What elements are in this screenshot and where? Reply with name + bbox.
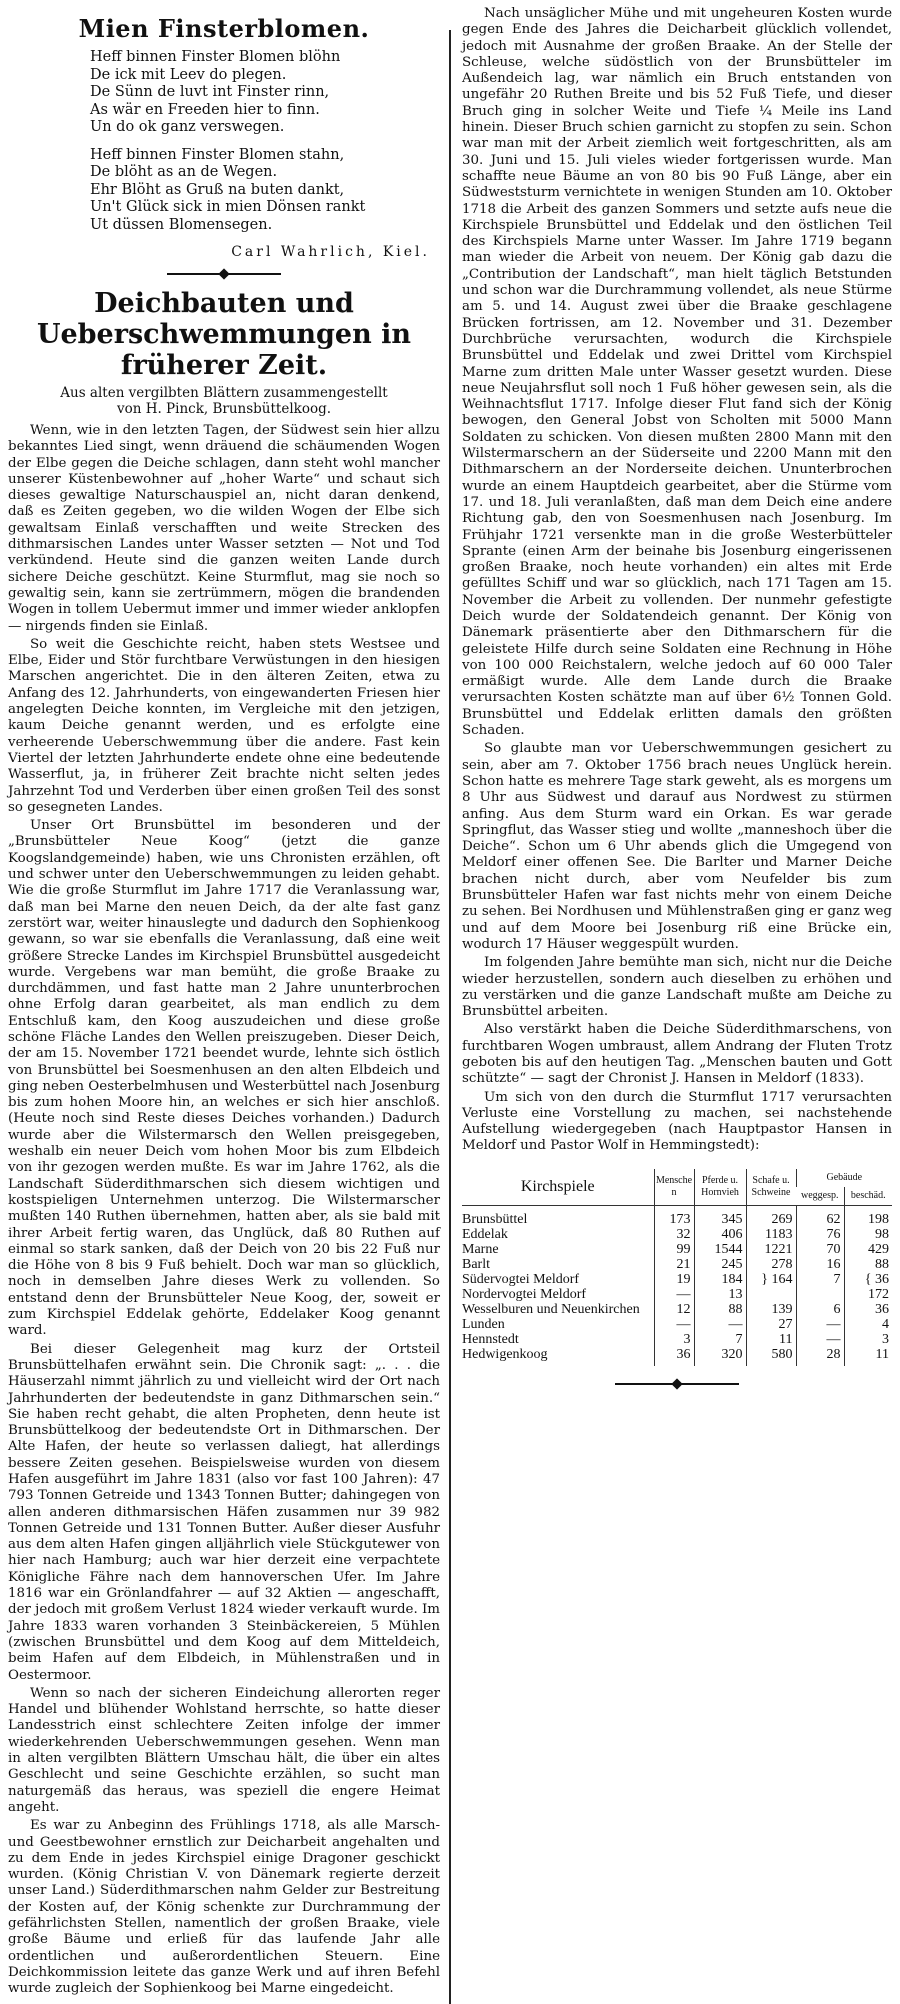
poem-stanza-2 <box>90 147 440 235</box>
header-pferde: Pferde u. Hornvieh <box>694 1169 746 1206</box>
poem-line: Un do ok ganz verswegen. <box>90 119 285 135</box>
losses-table <box>462 1169 892 1366</box>
cell-beschaed: 429 <box>844 1242 892 1257</box>
header-beschaed: beschäd. <box>844 1187 892 1206</box>
table-row <box>462 1272 892 1287</box>
cell-menschen: 21 <box>654 1257 694 1272</box>
paragraph: Bei dieser Gelegenheit mag kurz der Ortsteil Brunsbüttelhafen erwähnt sein. Die Chronik sagt: „. . . die Häuserzahl nimmt jährlich zu und vielleicht wird der Ort nach Jahrhunderten der bedeutendste in ganz Dithmarschen sein.“ Sie haben recht gehabt, die alten Propheten, denn heute ist Brunsbüttelkoog der bedeutendste Ort in Dithmarschen. Der Alte Hafen, der heute so verlassen daliegt, hat allerdings bessere Zeiten gesehen. Beispielsweise wurden von diesem Hafen ausgeführt im Jahre 1831 (also vor fast 100 Jahren): 47 793 Tonnen Getreide und 1343 Tonnen Butter; dahingegen von allen anderen dithmarsischen Häfen zusammen nur 39 982 Tonnen Getreide und 131 Tonnen Butter. Außer dieser Ausfuhr aus dem alten Hafen gingen alljährlich viele Stückgutewer von hier nach Hamburg; auch war hier derzeit eine verpachtete Königliche Fähre nach dem hannoverschen Ufer. Im Jahre 1816 war ein Grönlandfahrer — auf 32 Aktien — angeschafft, der jedoch mit großem Verlust 1824 wieder verkauft wurde. Im Jahre 1833 waren vorhanden 3 Steinbäckereien, 5 Mühlen (zwischen Brunsbüttel und dem Koog auf dem Mitteldeich, beim Hafen auf dem Elbdeich, in Mühlenstraßen und in Oestermoor. <box>8 1341 440 1683</box>
table-row <box>462 1257 892 1272</box>
cell-schafe: 269 <box>746 1205 796 1227</box>
cell-kirchspiel: Wesselburen und Neuenkirchen <box>462 1301 640 1317</box>
cell-menschen: 36 <box>654 1347 694 1366</box>
cell-beschaed: 11 <box>844 1347 892 1366</box>
poem-line: Heff binnen Finster Blomen blöhn <box>90 49 341 65</box>
cell-beschaed: 36 <box>844 1302 892 1317</box>
cell-weggesp: 16 <box>796 1257 844 1272</box>
cell-menschen: — <box>654 1287 694 1302</box>
cell-schafe: 278 <box>746 1257 796 1272</box>
paragraph: Unser Ort Brunsbüttel im besonderen und der „Brunsbütteler Neue Koog“ (jetzt die ganze Koogslandgemeinde) haben, wie uns Chronisten erzählen, oft und schwer unter den Ueberschwemmungen zu leiden gehabt. Wie die große Sturmflut im Jahre 1717 die Veranlassung war, daß man bei Marne den neuen Deich, da der alte fast ganz zerstört war, weiter hinauslegte und dadurch den Sophienkoog gewann, so war sie ebenfalls die Veranlassung, daß eine weit größere Strecke Landes im Kirchspiel Brunsbüttel ausgedeicht wurde. Vergebens war man bemüht, die große Braake zu durchdämmen, und fast hatte man 2 Jahre ununterbrochen ohne Erfolg daran gearbeitet, als man endlich zu dem Entschluß kam, den Koog auszudeichen und diese große schöne Fläche Landes den Wellen preiszugeben. Dieser Deich, der am 15. November 1721 beendet wurde, lehnte sich östlich von Brunsbüttel bei Soesmenhusen an den alten Elbdeich und ging neben Oesterbelmhusen und Westerbüttel nach Josenburg bis zum hohen Moore hin, an welches er sich hier anschloß. (Heute noch sind Reste dieses Deiches vorhanden.) Dadurch wurde aber die Wilstermarsch den Wellen preisgegeben, weshalb ein neuer Deich vom hohen Moor bis zum Elbdeich von ihr gezogen werden mußte. Es war im Jahre 1762, als die Landschaft Süderdithmarschen sich diesem wichtigen und kostspieligen Unternehmen unterzog. Die Wilstermarscher mußten 140 Ruthen übernehmen, hatten aber, als sie bald mit ihrer Arbeit fertig waren, das Unglück, daß 80 Ruthen auf einmal so stark sanken, daß der Deich von 20 bis 22 Fuß nur die Höhe von 8 bis 9 Fuß behielt. Doch war man so glücklich, noch in demselben Jahre dieses Werk zu vollenden. So entstand denn der Brunsbütteler Neue Koog, der, soweit er zum Kirchspiel Eddelak gehörte, Eddelaker Koog genannt ward. <box>8 818 440 1339</box>
article-title: Deichbauten und Ueberschwemmungen in früherer Zeit. <box>36 288 412 381</box>
cell-weggesp: 6 <box>796 1302 844 1317</box>
cell-kirchspiel: Südervogtei Meldorf <box>462 1271 580 1287</box>
poem-line: Ehr Blöht as Gruß na buten dankt, <box>90 181 345 198</box>
paragraph: So weit die Geschichte reicht, haben stets Westsee und Elbe, Eider und Stör furchtbare Verwüstungen in den hiesigen Marschen angerichtet. Die in den älteren Zeiten, etwa zu Anfang des 12. Jahrhunderts, von eingewanderten Friesen hier angelegten Deiche konnten, im Vergleiche mit den jetzigen, kaum Deiche genannt werden, und es erfolgte eine verheerende Ueberschwemmung über die andere. Fast kein Viertel der letzten Jahrhunderte endete ohne eine bedeutende Wasserflut, ja, in früherer Zeit brachte nicht selten jedes Jahrzehnt Tod und Verderben über einen großen Teil des sonst so gesegneten Landes. <box>8 636 440 815</box>
cell-schafe: } 164 <box>746 1272 796 1287</box>
byline: von H. Pinck, Brunsbüttelkoog. <box>116 401 332 417</box>
cell-menschen: 173 <box>654 1205 694 1227</box>
ornament-divider <box>462 1380 892 1388</box>
cell-menschen: 19 <box>654 1272 694 1287</box>
table-row <box>462 1242 892 1257</box>
paragraph: Um sich von den durch die Sturmflut 1717 verursachten Verluste eine Vorstellung zu machen, sei nachstehende Aufstellung wiedergegeben (nach Hauptpastor Hansen in Meldorf und Pastor Wolf in Hemmingstedt): <box>462 1089 892 1154</box>
cell-kirchspiel: Hedwigenkoog <box>462 1346 548 1362</box>
ornament-divider <box>8 270 440 278</box>
cell-beschaed: 98 <box>844 1227 892 1242</box>
header-menschen: Menschen <box>654 1169 694 1206</box>
paragraph: Es war zu Anbeginn des Frühlings 1718, als alle Marsch- und Geestbewohner ernstlich zur Deicharbeit angehalten und zu dem Ende in jedes Kirchspiel einige Dragoner geschickt wurden. (König Christian V. von Dänemark regierte derzeit unser Land.) Süderdithmarschen nahm Gelder zur Bestreitung der Kosten auf, der König schenkte zur Durchrammung der gefährlichsten Stellen, namentlich der großen Braake, viele große Bäume und erließ für das laufende Jahr alle ordentlichen und außerordentlichen Steuern. Eine Deichkommission leitete das ganze Werk und auf ihren Befehl wurde zugleich der Sophienkoog bei Marne eingedeicht. <box>8 1818 440 1997</box>
poem-line: De Sünn de luvt int Finster rinn, <box>90 84 330 100</box>
table-row <box>462 1287 892 1302</box>
cell-beschaed: 172 <box>844 1287 892 1302</box>
poem-line: De ick mit Leev do plegen. <box>90 66 287 83</box>
header-gebaeude: Gebäude <box>796 1169 892 1187</box>
poem-line: De blöht as an de Wegen. <box>90 164 278 180</box>
cell-kirchspiel: Nordervogtei Meldorf <box>462 1286 587 1302</box>
cell-menschen: 99 <box>654 1242 694 1257</box>
paragraph: Also verstärkt haben die Deiche Süderdithmarschens, von furchtbaren Wogen umbraust, allem Andrang der Fluten Trotz geboten bis auf den heutigen Tag. „Menschen bauten und Gott schützte“ — sagt der Chronist J. Hansen in Meldorf (1833). <box>462 1022 892 1087</box>
cell-beschaed: 198 <box>844 1205 892 1227</box>
paragraph: Im folgenden Jahre bemühte man sich, nicht nur die Deiche wieder herzustellen, sondern auch dieselben zu erhöhen und zu verstärken und die ganze Landschaft mußte am Deiche zu Brunsbüttel arbeiten. <box>462 955 892 1020</box>
right-column <box>462 0 892 1398</box>
cell-schafe: 11 <box>746 1332 796 1347</box>
cell-schafe: 580 <box>746 1347 796 1366</box>
poem-line: Heff binnen Finster Blomen stahn, <box>90 146 345 163</box>
cell-pferde: 320 <box>694 1347 746 1366</box>
cell-beschaed: 3 <box>844 1332 892 1347</box>
paragraph: So glaubte man vor Ueberschwemmungen gesichert zu sein, aber am 7. Oktober 1756 brach neues Unglück herein. Schon hatte es mehrere Tage stark geweht, als es morgens um 8 Uhr aus Südwest und darauf aus Nordwest zu stürmen anfing. Aus dem Sturm ward ein Orkan. Es war gerade Springflut, das Wasser stieg und wollte „manneshoch über die Deiche“. Schon um 6 Uhr abends glich die Umgegend von Meldorf einer offenen See. Die Barlter und Marner Deiche brachen nicht durch, aber vom Neufelder bis zum Brunsbütteler Hafen war fast nichts mehr von einem Deiche zu sehen. Bei Nordhusen und Mühlenstraßen ging er ganz weg und auf dem Moore bei Josenburg riß eine Brücke ein, wodurch 17 Häuser weggespült wurden. <box>462 741 892 952</box>
cell-beschaed: 88 <box>844 1257 892 1272</box>
cell-menschen: — <box>654 1317 694 1332</box>
cell-pferde: 184 <box>694 1272 746 1287</box>
cell-pferde: 13 <box>694 1287 746 1302</box>
table-row <box>462 1205 892 1227</box>
header-weggesp: weggesp. <box>796 1187 844 1206</box>
poem-line: As wär en Freeden hier to finn. <box>90 101 320 118</box>
header-schafe: Schafe u. Schweine <box>746 1169 796 1206</box>
cell-schafe: 139 <box>746 1302 796 1317</box>
cell-kirchspiel: Barlt <box>462 1256 490 1272</box>
cell-weggesp: — <box>796 1317 844 1332</box>
cell-pferde: 88 <box>694 1302 746 1317</box>
cell-menschen: 3 <box>654 1332 694 1347</box>
cell-pferde: 1544 <box>694 1242 746 1257</box>
poem-author: Carl Wahrlich, Kiel. <box>231 244 430 260</box>
cell-menschen: 32 <box>654 1227 694 1242</box>
table-row <box>462 1332 892 1347</box>
cell-weggesp: 7 <box>796 1272 844 1287</box>
paragraph: Wenn so nach der sicheren Eindeichung allerorten reger Handel und blühender Wohlstand herrschte, so hatte dieser Landesstrich einst schlechtere Zeiten infolge der immer wiederkehrenden Ueberschwemmungen gesehen. Wenn man in alten vergilbten Blättern Umschau hält, die über ein altes Geschlecht und seine Geschichte erzählen, so sucht man naturgemäß das heraus, was speziell die engere Heimat angeht. <box>8 1685 440 1815</box>
cell-schafe: 27 <box>746 1317 796 1332</box>
cell-weggesp: 28 <box>796 1347 844 1366</box>
poem-line: Ut düssen Blomensegen. <box>90 216 273 233</box>
cell-beschaed: { 36 <box>844 1272 892 1287</box>
cell-kirchspiel: Hennstedt <box>462 1331 519 1347</box>
cell-schafe: 1221 <box>746 1242 796 1257</box>
cell-weggesp: 70 <box>796 1242 844 1257</box>
cell-kirchspiel: Brunsbüttel <box>462 1211 528 1227</box>
paragraph: Nach unsäglicher Mühe und mit ungeheuren Kosten wurde gegen Ende des Jahres die Deicharbeit glücklich vollendet, jedoch mit Ausnahme der großen Braake. An der Stelle der Schleuse, welche südöstlich von der Brunsbütteler im Außendeich lag, war nämlich ein Bruch entstanden von ungefähr 20 Ruthen Breite und bis 52 Fuß Tiefe, und dieser Bruch ging in solcher Weite und Tiefe ¼ Meile ins Land hinein. Dieser Bruch schien garnicht zu stopfen zu sein. Schon war man mit der Arbeit ziemlich weit fortgeschritten, als am 30. Juni und 15. Juli vieles wieder fortgerissen wurde. Man schaffte neue Bäume an von 80 bis 90 Fuß Länge, aber ein Südweststurm vernichtete in wenigen Stunden am 10. Oktober 1718 die Arbeit des ganzen Sommers und setzte aufs neue die Kirchspiele Brunsbüttel und Eddelak und den östlichen Teil des Kirchspiels Marne unter Wasser. Im Jahre 1719 begann man wieder die Arbeit von neuem. Der König gab dazu die „Contribution der Landschaft“, man hielt täglich Betstunden und schon war die Durchrammung vollendet, als neue Stürme am 5. und 14. August zwei über die Braake geschlagene Brücken fortrissen, am 12. November und 31. Dezember Durchbrüche verursachten, wodurch die Kirchspiele Brunsbüttel und Eddelak und zwei Drittel vom Kirchspiel Marne zum dritten Male unter Wasser gesetzt wurden. Diese neue Neujahrsflut soll noch 1 Fuß höher gewesen sein, als die Weihnachtsflut 1717. Infolge dieser Flut fand sich der König bewogen, den General Jobst von Scholten mit 5000 Mann Soldaten zu schicken. Von diesen mußten 2800 Mann mit den Wilstermarschern an der Süderseite und 2200 Mann mit den Dithmarschern an der Norderseite deichen. Ununterbrochen wurde an einem Hauptdeich gearbeitet, aber die Stürme vom 17. und 18. Juli veranlaßten, daß man dem Deich eine andere Richtung gab, den von Soesmenhusen nach Josenburg. Im Frühjahr 1721 versenkte man in die große Westerbütteler Sprante (einen Arm der beinahe bis Josenburg eingerissenen großen Braake, noch heute vorhanden) ein altes mit Erde gefülltes Schiff und war so glücklich, nach 171 Tagen am 15. November die Arbeit zu vollenden. Der nunmehr gefestigte Deich wurde der Soldatendeich genannt. Der König von Dänemark präsentierte aber den Dithmarschern für die geleistete Hilfe durch seine Soldaten eine Rechnung in Höhe von 100 000 Reichstalern, welche jedoch auf 60 000 Taler ermäßigt wurde. Alle dem Lande durch die Braake verursachten Kosten schätzte man auf über 6½ Tonnen Gold. Brunsbüttel und Eddelak erlitten damals den größten Schaden. <box>462 6 892 739</box>
table-row <box>462 1317 892 1332</box>
column-divider <box>449 30 451 2004</box>
cell-pferde: 7 <box>694 1332 746 1347</box>
cell-weggesp: 62 <box>796 1205 844 1227</box>
cell-kirchspiel: Lunden <box>462 1316 505 1332</box>
poem-line: Un't Glück sick in mien Dönsen rankt <box>90 199 366 215</box>
cell-pferde: 245 <box>694 1257 746 1272</box>
subtitle-line: Aus alten vergilbten Blättern zusammengestellt <box>60 385 388 401</box>
cell-kirchspiel: Marne <box>462 1241 499 1257</box>
cell-weggesp <box>796 1287 844 1302</box>
left-column <box>8 0 440 1998</box>
table-row <box>462 1302 892 1317</box>
poem-stanza-1 <box>90 49 440 137</box>
poem-title: Mien Finsterblomen. <box>78 14 370 43</box>
article-subtitle <box>8 385 440 417</box>
table-row <box>462 1347 892 1366</box>
cell-pferde: — <box>694 1317 746 1332</box>
cell-kirchspiel: Eddelak <box>462 1226 508 1242</box>
cell-menschen: 12 <box>654 1302 694 1317</box>
cell-pferde: 345 <box>694 1205 746 1227</box>
cell-weggesp: 76 <box>796 1227 844 1242</box>
paragraph: Wenn, wie in den letzten Tagen, der Südwest sein hier allzu bekanntes Lied singt, wenn dräuend die schäumenden Wogen der Elbe gegen die Deiche schlagen, dann steht wohl mancher unserer Küstenbewohner auf „hoher Warte“ und schaut sich dieses gewaltige Naturschauspiel an, nicht daran denkend, daß es Zeiten gegeben, wo die wilden Wogen der Elbe sich gewaltsam Einlaß verschafften und weite Strecken des dithmarsischen Landes unter Wasser setzten — Not und Tod verkündend. Heute sind die ganzen weiten Lande durch sichere Deiche geschützt. Keine Sturmflut, mag sie noch so gewaltig sein, kann sie zertrümmern, mögen die brandenden Wogen in tollem Uebermut immer und immer wieder anklopfen — nirgends finden sie Einlaß. <box>8 423 440 634</box>
cell-pferde: 406 <box>694 1227 746 1242</box>
header-kirchspiele: Kirchspiele <box>462 1169 654 1206</box>
cell-weggesp: — <box>796 1332 844 1347</box>
cell-schafe: 1183 <box>746 1227 796 1242</box>
cell-schafe <box>746 1287 796 1302</box>
table-row <box>462 1227 892 1242</box>
cell-beschaed: 4 <box>844 1317 892 1332</box>
